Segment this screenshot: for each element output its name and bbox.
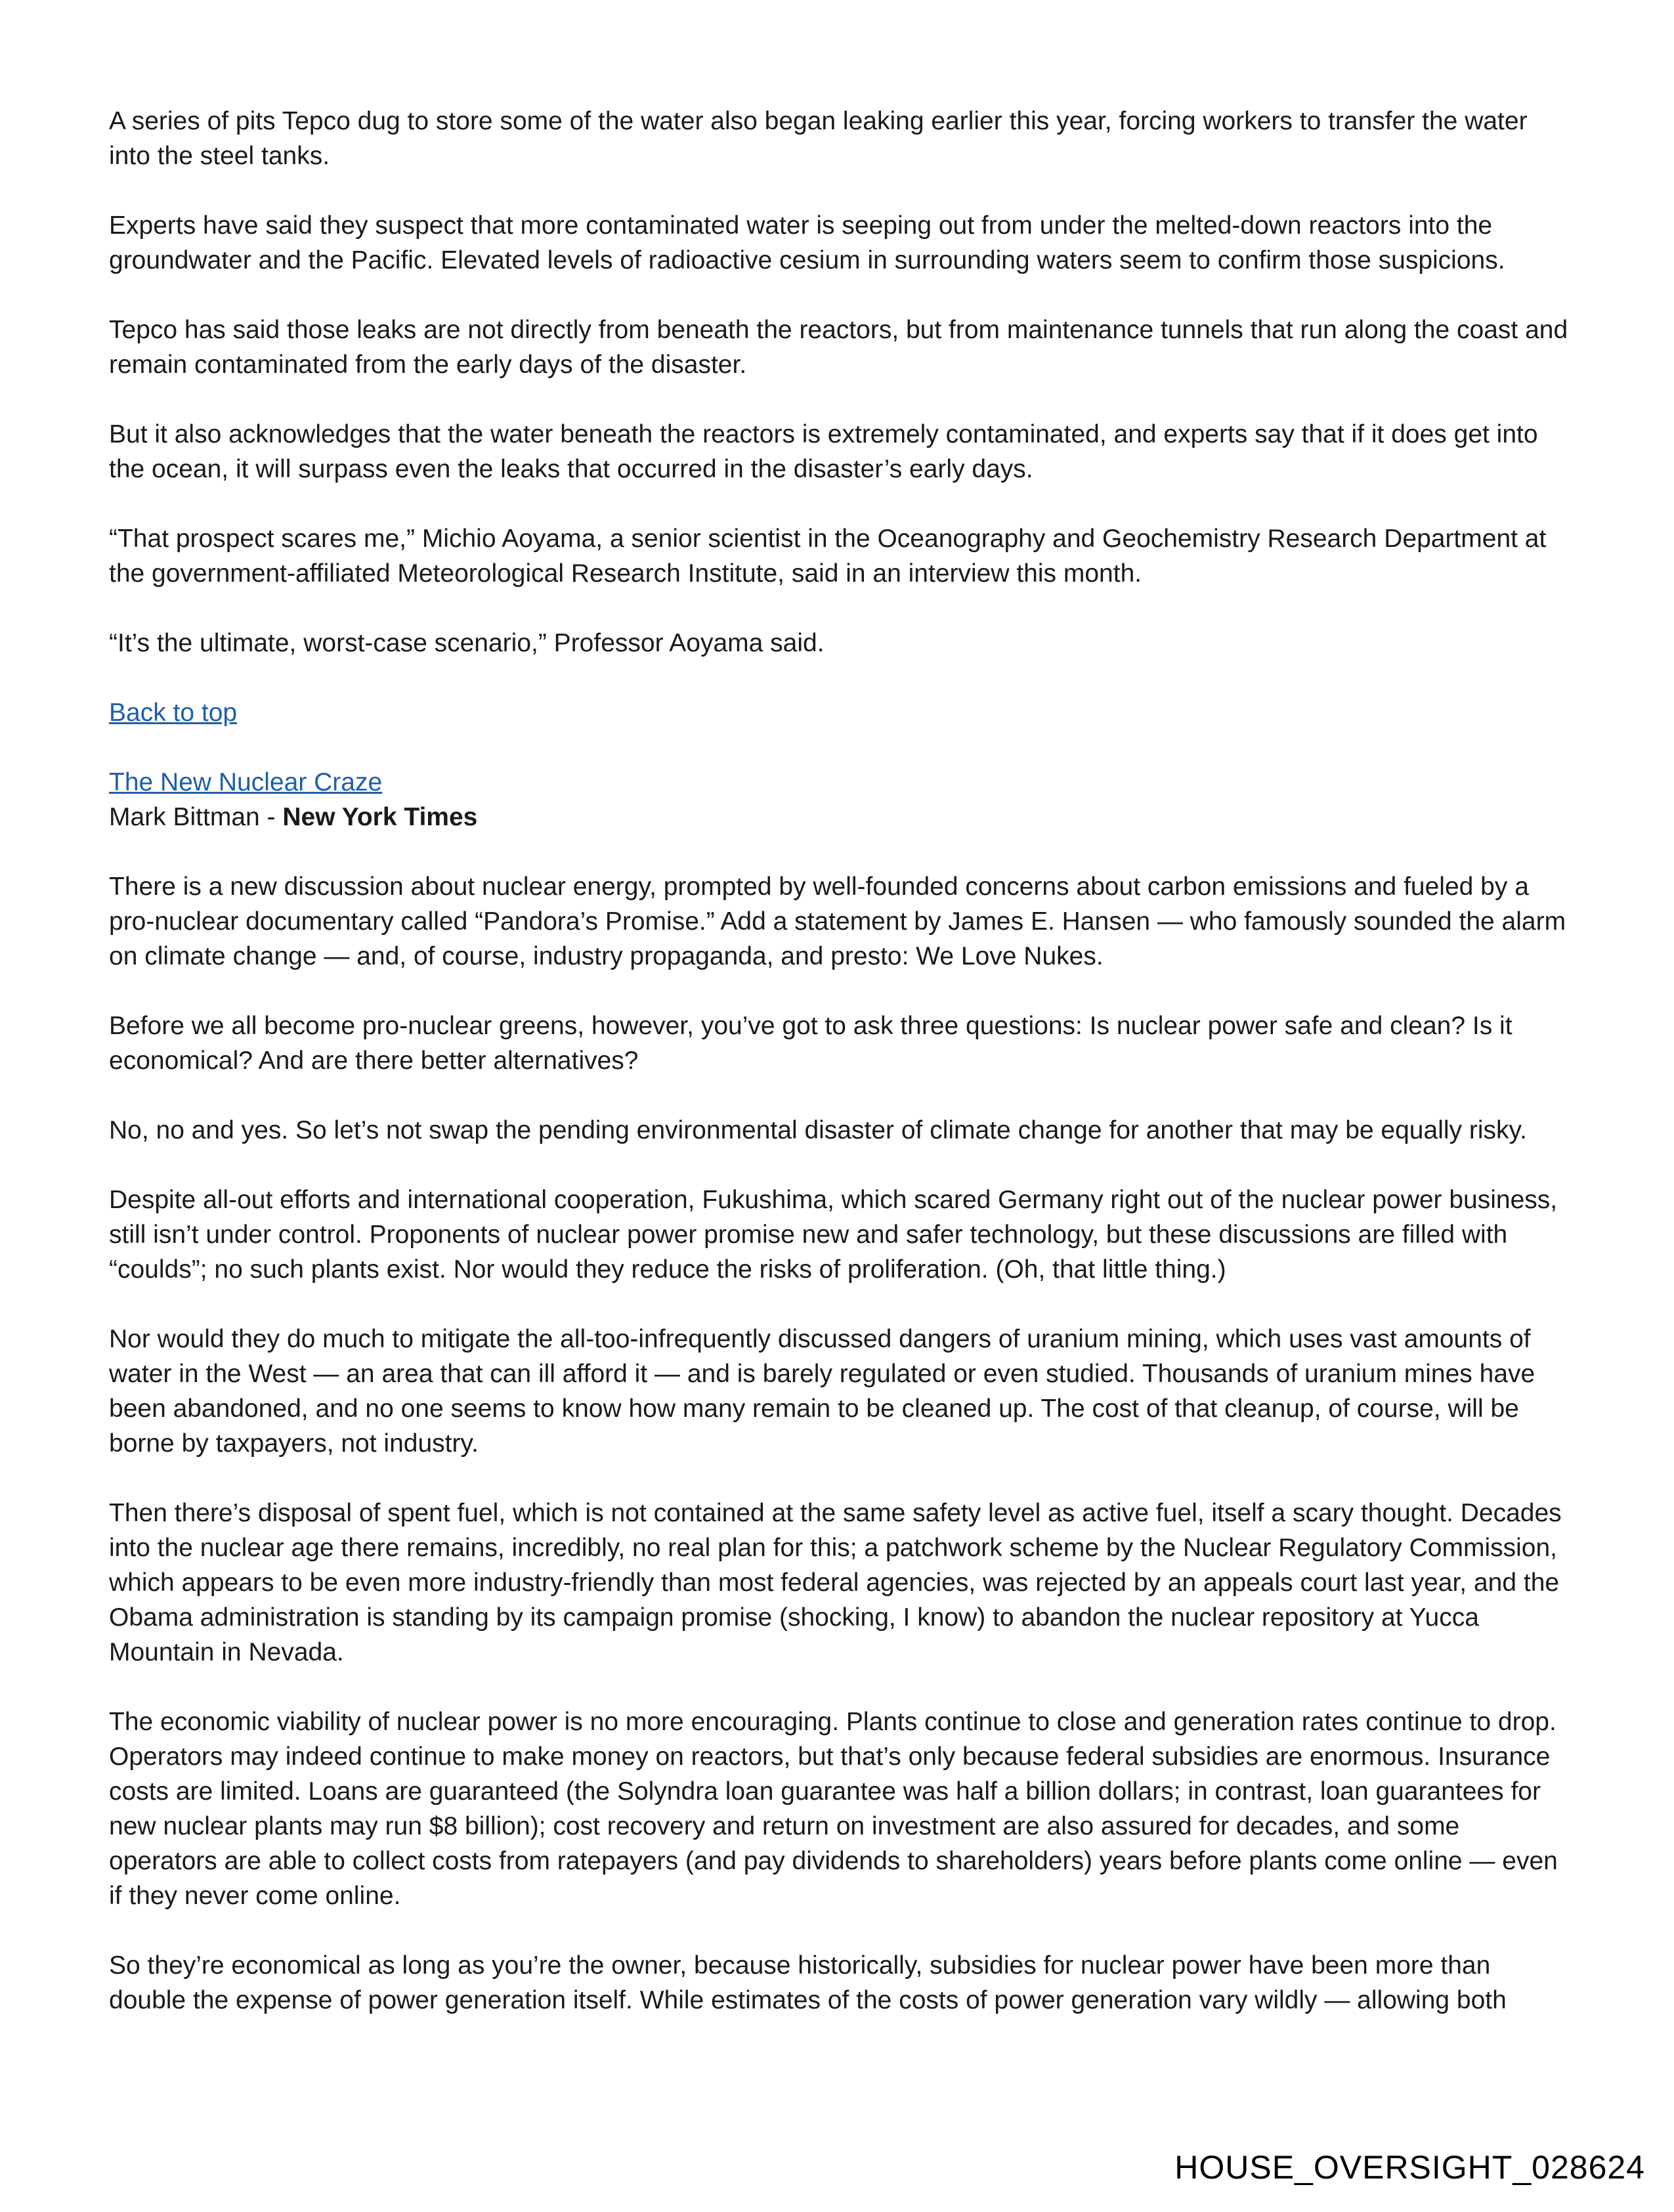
byline-separator: -: [259, 803, 283, 831]
byline: [109, 800, 1570, 835]
paragraph: Tepco has said those leaks are not directly from beneath the reactors, but from maintenance tunnels that run along the coast and remain contaminated from the early days of the disaster.: [109, 316, 1568, 379]
article-header: [109, 765, 1570, 835]
article-title-link[interactable]: The New Nuclear Craze: [109, 768, 383, 796]
paragraph: There is a new discussion about nuclear energy, prompted by well-founded concerns about carbon emissions and fueled by a pro-nuclear documentary called “Pandora’s Promise.” Add a statement by James E. Hansen — who famously sounded the alarm on climate change — and, of course, industry propaganda, and presto: We Love Nukes.: [109, 873, 1566, 970]
paragraph: Nor would they do much to mitigate the all-too-infrequently discussed dangers of uranium mining, which uses vast amounts of water in the West — an area that can ill afford it — and is barely regulated or even studied. Thousands of uranium mines have been abandoned, and no one seems to know how many remain to be cleaned up. The cost of that cleanup, of course, will be borne by taxpayers, not industry.: [109, 1325, 1535, 1458]
paragraph: No, no and yes. So let’s not swap the pending environmental disaster of climate change for another that may be equally risky.: [109, 1116, 1527, 1144]
paragraph: Before we all become pro-nuclear greens, however, you’ve got to ask three questions: Is nuclear power safe and clean? Is it economical? And are there better alternatives?: [109, 1012, 1513, 1075]
article-title-row: [109, 765, 1570, 800]
paragraph: “That prospect scares me,” Michio Aoyama, a senior scientist in the Oceanography and Geochemistry Research Department at the government-affiliated Meteorological Research Institute, said in an interview this month.: [109, 525, 1547, 588]
back-to-top-row: [109, 695, 1570, 730]
byline-source: New York Times: [282, 803, 478, 831]
paragraph: So they’re economical as long as you’re the owner, because historically, subsidies for nuclear power have been more than double the expense of power generation itself. While estimates of the costs of power generation vary wildly — allowing both: [109, 1951, 1507, 2014]
byline-author: Mark Bittman: [109, 803, 260, 831]
paragraph: But it also acknowledges that the water beneath the reactors is extremely contaminated, and experts say that if it does get into the ocean, it will surpass even the leaks that occurred in the disaster’s early days.: [109, 420, 1538, 483]
paragraph: “It’s the ultimate, worst-case scenario,” Professor Aoyama said.: [109, 629, 825, 657]
paragraph: Despite all-out efforts and international cooperation, Fukushima, which scared Germany right out of the nuclear power business, still isn’t under control. Proponents of nuclear power promise new and safer technology, but these discussions are filled with “coulds”; no such plants exist. Nor would they reduce the risks of proliferation. (Oh, that little thing.): [109, 1186, 1558, 1284]
paragraph: The economic viability of nuclear power is no more encouraging. Plants continue to close and generation rates continue to drop. Operators may indeed continue to make money on reactors, but that’s only because federal subsidies are enormous. Insurance costs are limited. Loans are guaranteed (the Solyndra loan guarantee was half a billion dollars; in contrast, loan guarantees for new nuclear plants may run $8 billion); cost recovery and return on investment are also assured for decades, and some operators are able to collect costs from ratepayers (and pay dividends to shareholders) years before plants come online — even if they never come online.: [109, 1708, 1558, 1910]
bates-stamp: HOUSE_OVERSIGHT_028624: [1174, 2149, 1645, 2186]
back-to-top-link[interactable]: Back to top: [109, 699, 238, 727]
paragraph: A series of pits Tepco dug to store some of the water also began leaking earlier this year, forcing workers to transfer the water into the steel tanks.: [109, 107, 1528, 170]
paragraph: Then there’s disposal of spent fuel, which is not contained at the same safety level as active fuel, itself a scary thought. Decades into the nuclear age there remains, incredibly, no real plan for this; a patchwork scheme by the Nuclear Regulatory Commission, which appears to be even more industry-friendly than most federal agencies, was rejected by an appeals court last year, and the Obama administration is standing by its campaign promise (shocking, I know) to abandon the nuclear repository at Yucca Mountain in Nevada.: [109, 1499, 1562, 1666]
paragraph: Experts have said they suspect that more contaminated water is seeping out from under the melted-down reactors into the groundwater and the Pacific. Elevated levels of radioactive cesium in surrounding waters seem to confirm those suspicions.: [109, 211, 1505, 274]
document-body: [109, 104, 1570, 2052]
